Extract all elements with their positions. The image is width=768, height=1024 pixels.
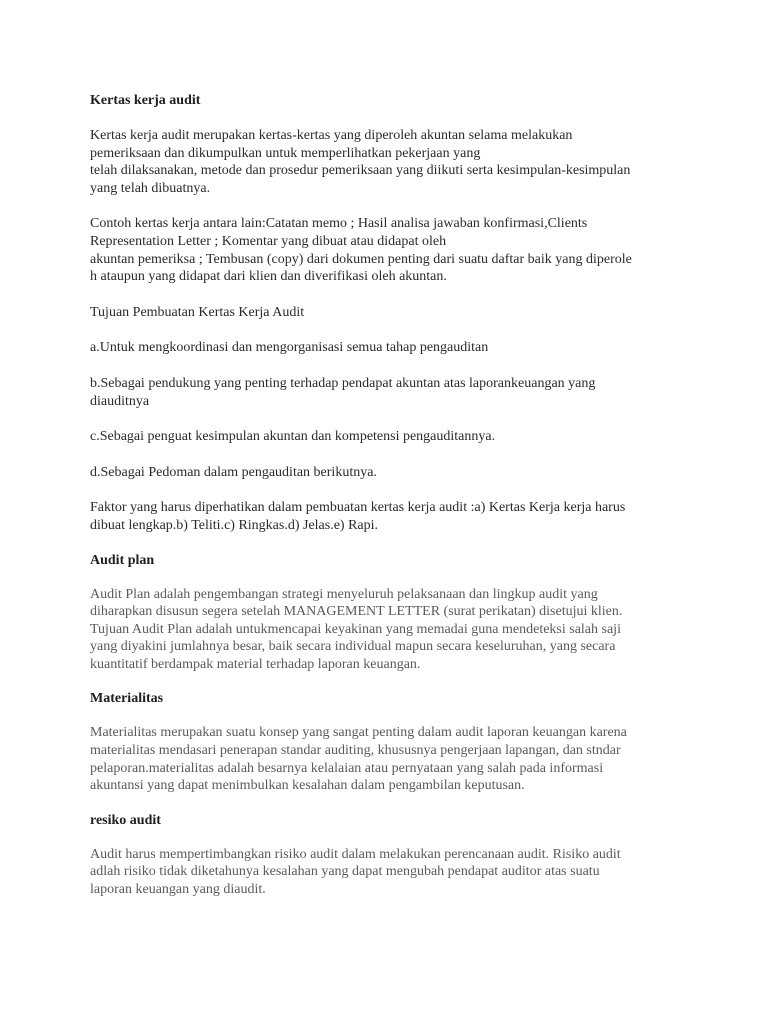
text-line: diharapkan disusun segera setelah MANAGEMENT LETTER (surat perikatan) disetujui klien. <box>90 604 623 620</box>
text-line: Tujuan Pembuatan Kertas Kerja Audit <box>90 304 305 320</box>
text-line: pemeriksaan dan dikumpulkan untuk memperlihatkan pekerjaan yang <box>90 145 481 161</box>
text-line: yang diyakini jumlahnya besar, baik secara individual mapun secara keseluruhan, yang secara <box>90 639 616 655</box>
paragraph-examples <box>90 215 690 285</box>
text-line: Representation Letter ; Komentar yang dibuat atau didapat oleh <box>90 233 447 249</box>
text-line: Faktor yang harus diperhatikan dalam pembuatan kertas kerja audit :a) Kertas Kerja kerja harus <box>90 500 626 516</box>
text-line: Audit harus mempertimbangkan risiko audit dalam melakukan perencanaan audit. Risiko audit <box>90 846 621 862</box>
text-line: a.Untuk mengkoordinasi dan mengorganisasi semua tahap pengauditan <box>90 340 489 356</box>
paragraph-factors <box>90 499 690 534</box>
text-line: d.Sebagai Pedoman dalam pengauditan berikutnya. <box>90 464 377 480</box>
list-item-c <box>90 428 690 446</box>
paragraph-materialitas <box>90 724 690 794</box>
text-line: akuntansi yang dapat menimbulkan kesalahan dalam pengambilan keputusan. <box>90 778 525 794</box>
paragraph-resiko-audit <box>90 846 690 899</box>
text-line: pelaporan.materialitas adalah besarnya kelalaian atau pernyataan yang salah pada informasi <box>90 760 604 776</box>
list-item-a <box>90 339 690 357</box>
text-line: Audit Plan adalah pengembangan strategi menyeluruh pelaksanaan dan lingkup audit yang <box>90 586 598 602</box>
section-heading-audit-plan: Audit plan <box>90 552 155 568</box>
text-line: laporan keuangan yang diaudit. <box>90 882 266 898</box>
text-line: yang telah dibuatnya. <box>90 180 211 196</box>
text-line: telah dilaksanakan, metode dan prosedur pemeriksaan yang diikuti serta kesimpulan-kesimpulan <box>90 163 631 179</box>
paragraph-audit-plan <box>90 586 690 674</box>
section-heading-resiko-audit: resiko audit <box>90 812 161 828</box>
text-line: Contoh kertas kerja antara lain:Catatan memo ; Hasil analisa jawaban konfirmasi,Clients <box>90 216 588 232</box>
list-item-d <box>90 464 690 482</box>
text-line: c.Sebagai penguat kesimpulan akuntan dan kompetensi pengauditannya. <box>90 429 496 445</box>
list-item-b <box>90 375 690 410</box>
section-heading-materialitas: Materialitas <box>90 691 164 707</box>
section-heading-kertas-kerja-audit: Kertas kerja audit <box>90 93 201 108</box>
text-line: b.Sebagai pendukung yang penting terhadap pendapat akuntan atas laporankeuangan yang <box>90 375 596 391</box>
paragraph-purpose-title <box>90 304 690 322</box>
text-line: Tujuan Audit Plan adalah untukmencapai keyakinan yang memadai guna mendeteksi salah saji <box>90 621 621 637</box>
text-line: dibuat lengkap.b) Teliti.c) Ringkas.d) Jelas.e) Rapi. <box>90 517 379 533</box>
text-line: kuantitatif berdampak material terhadap laporan keuangan. <box>90 656 421 672</box>
text-line: akuntan pemeriksa ; Tembusan (copy) dari dokumen penting dari suatu daftar baik yang diperole <box>90 251 632 267</box>
document-page <box>90 92 690 899</box>
text-line: adlah risiko tidak diketahunya kesalahan yang dapat mengubah pendapat auditor atas suatu <box>90 864 600 880</box>
text-line: materialitas mendasari penerapan standar auditing, khususnya pengerjaan lapangan, dan stndar <box>90 743 621 759</box>
text-line: h ataupun yang didapat dari klien dan diverifikasi oleh akuntan. <box>90 269 447 285</box>
text-line: diauditnya <box>90 393 150 409</box>
paragraph-definition <box>90 127 690 197</box>
text-line: Materialitas merupakan suatu konsep yang sangat penting dalam audit laporan keuangan karena <box>90 725 627 741</box>
text-line: Kertas kerja audit merupakan kertas-kertas yang diperoleh akuntan selama melakukan <box>90 128 573 143</box>
